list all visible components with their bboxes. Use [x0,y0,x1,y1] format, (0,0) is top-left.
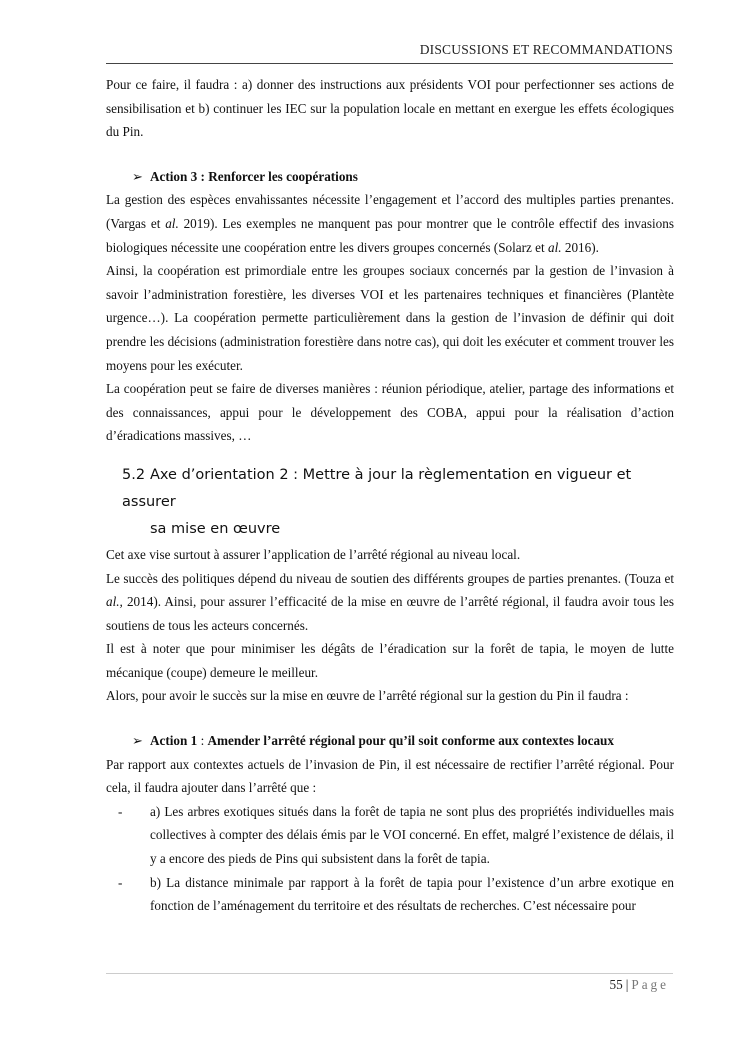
list-item [106,800,674,871]
dash-bullet-icon: - [118,803,123,819]
header-rule [106,63,673,64]
paragraph-2-em-b: al. [548,239,562,255]
paragraph-6 [106,567,674,638]
paragraph-3: Ainsi, la coopération est primordiale entre les groupes sociaux concernés par la gestion de l’invasion à savoir l’administration forestière, les diverses VOI et les partenaires techniques et financières (Plantète urgence…). La coopération permette particulièrement dans la gestion de l’invasion de définir qui doit prendre les décisions (administration forestière dans notre cas), qui doit les exécuter et comment trouver les moyens pour les exécuter. [106,263,674,373]
page-number: 55 [609,977,623,992]
page-label: Page [631,977,669,992]
paragraph-6-em: al., [106,594,123,610]
action-1-text: Amender l’arrêté régional pour qu’il soit conforme aux contextes locaux [207,733,614,749]
page-content [106,73,674,918]
section-title-line-2: sa mise en œuvre [150,520,281,537]
section-heading-5-2 [122,462,674,543]
list-item [106,871,674,918]
section-number: 5.2 [122,466,146,483]
arrow-bullet-icon: ➢ [132,168,144,184]
paragraph-5: Cet axe vise surtout à assurer l’application de l’arrêté régional au niveau local. [106,546,521,562]
action-3-label: Action 3 : Renforcer les coopérations [150,168,358,184]
action-1-colon: : [197,733,208,749]
paragraph-6-text-a: Le succès des politiques dépend du niveau de soutien des différents groupes de parties prenantes. (Touza et [106,570,674,586]
footer-rule [106,973,673,974]
arrow-bullet-icon: ➢ [132,733,144,749]
list-item-text: b) La distance minimale par rapport à la forêt de tapia pour l’existence d’un arbre exotique en fonction de l’aménagement du territoire et des résultats de recherches. C’est nécessaire pour [150,874,674,914]
footer-separator: | [625,977,629,992]
paragraph-7: Il est à noter que pour minimiser les dégâts de l’éradication sur la forêt de tapia, le moyen de lutte mécanique (coupe) demeure le meilleur. [106,641,674,680]
amendment-list [106,800,674,918]
paragraph-2-text-c: 2016). [561,239,599,255]
paragraph-8: Alors, pour avoir le succès sur la mise en œuvre de l’arrêté régional sur la gestion du Pin il faudra : [106,688,629,704]
action-1-heading [132,729,674,753]
dash-bullet-icon: - [118,874,123,890]
page-footer [610,977,669,993]
paragraph-9: Par rapport aux contextes actuels de l’invasion de Pin, il est nécessaire de rectifier l’arrêté régional. Pour cela, il faudra ajouter dans l’arrêté que : [106,756,674,796]
section-title-line-1: Axe d’orientation 2 : Mettre à jour la règlementation en vigueur et assurer [122,466,632,510]
action-1-label: Action 1 [150,733,198,749]
running-header: DISCUSSIONS ET RECOMMANDATIONS [419,42,673,57]
paragraph-2 [106,188,674,259]
paragraph-2-text-b: 2019). Les exemples ne manquent pas pour montrer que le contrôle effectif des invasions biologiques nécessite une coopération entre les divers groupes concernés (Solarz et [106,215,674,255]
paragraph-6-text-b: 2014). Ainsi, pour assurer l’efficacité de la mise en œuvre de l’arrêté régional, il faudra avoir tous les soutiens de tous les acteurs concernés. [106,594,674,633]
paragraph-4: La coopération peut se faire de diverses manières : réunion périodique, atelier, partage des informations et des connaissances, appui pour le développement des COBA, appui pour la réalisation d’action d’éradications massives, … [106,381,674,444]
list-item-text: a) Les arbres exotiques situés dans la forêt de tapia ne sont plus des propriétés individuelles mais collectives à compter des délais émis par le VOI concerné. En effet, malgré l’existence de délais, il y a encore des pieds de Pins qui subsistent dans la forêt de tapia. [150,803,674,867]
paragraph-2-em-a: al. [165,215,179,231]
paragraph-1: Pour ce faire, il faudra : a) donner des instructions aux présidents VOI pour perfectionner ses actions de sensibilisation et b) continuer les IEC sur la population locale en mettant en exergue les effets écologiques du Pin. [106,77,674,140]
action-3-heading [132,165,674,189]
paragraph-2-text-a: La gestion des espèces envahissantes nécessite l’engagement et l’accord des multiples parties prenantes. (Vargas et [106,192,674,231]
